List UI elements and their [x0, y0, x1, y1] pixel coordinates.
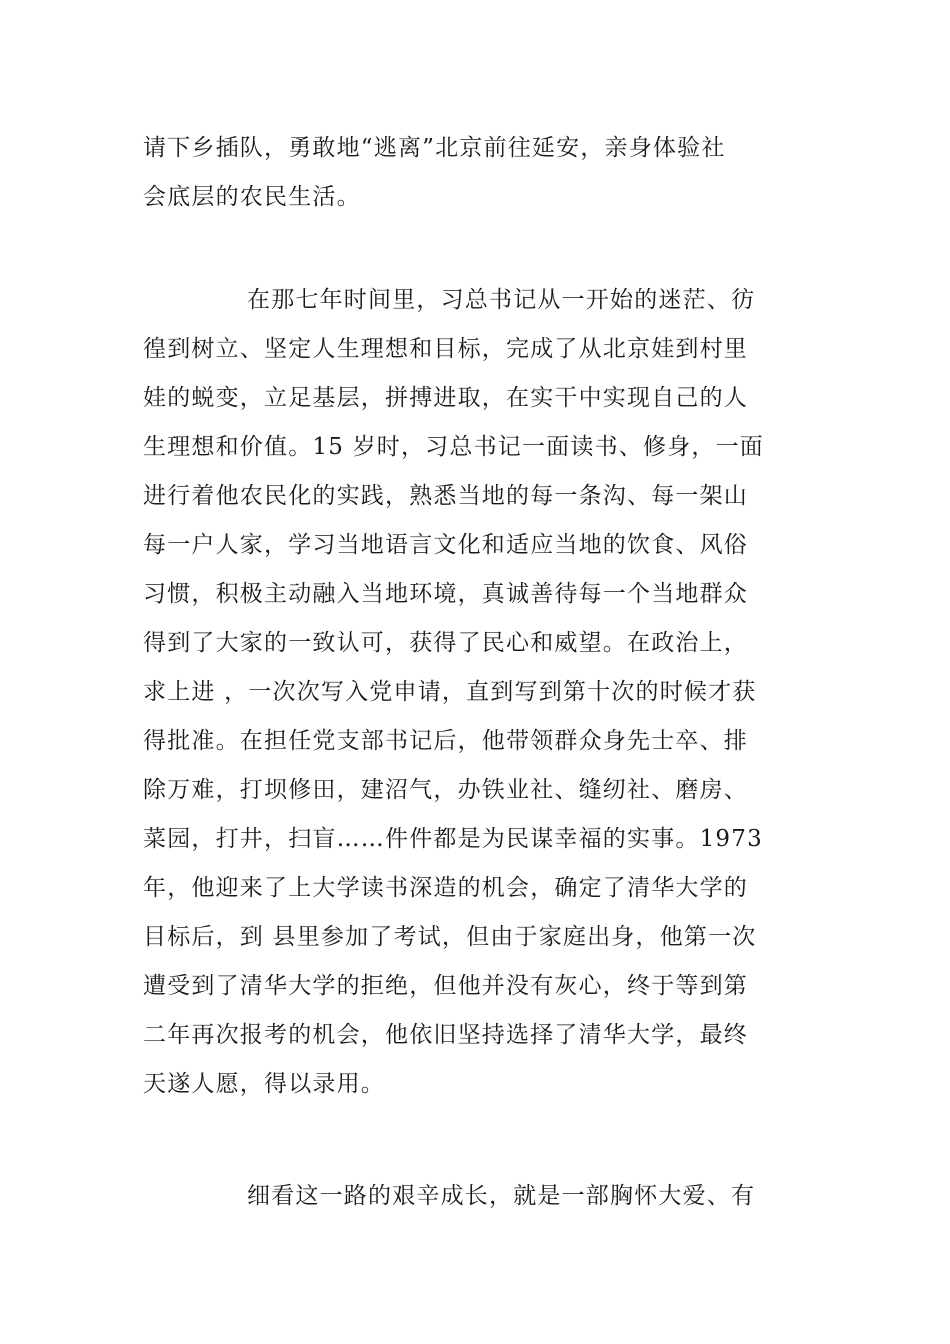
paragraph-line: 得到了大家的一致认可，获得了民心和威望。在政治上， — [143, 630, 748, 656]
paragraph-line: 娃的蜕变，立足基层，拼搏进取，在实干中实现自己的人 — [143, 385, 748, 411]
paragraph-line: 目标后，到 县里参加了考试，但由于家庭出身，他第一次 — [143, 924, 757, 950]
paragraph-line: 请下乡插队，勇敢地“逃离”北京前往延安，亲身体验社 — [143, 135, 726, 161]
paragraph-line: 习惯，积极主动融入当地环境，真诚善待每一个当地群众 — [143, 581, 748, 607]
paragraph-line: 进行着他农民化的实践，熟悉当地的每一条沟、每一架山 — [143, 483, 748, 509]
paragraph-line: 会底层的农民生活。 — [143, 184, 361, 210]
paragraph-line: 徨到树立、坚定人生理想和目标，完成了从北京娃到村里 — [143, 336, 748, 362]
paragraph-line: 求上进 ，一次次写入党申请，直到写到第十次的时候才获 — [143, 679, 757, 705]
paragraph-line: 遭受到了清华大学的拒绝，但他并没有灰心，终于等到第 — [143, 973, 748, 999]
paragraph-line: 细看这一路的艰辛成长，就是一部胸怀大爱、有 — [247, 1183, 756, 1209]
paragraph-1 — [143, 124, 808, 222]
paragraph-line: 生理想和价值。15 岁时，习总书记一面读书、修身，一面 — [143, 434, 764, 460]
paragraph-line: 年，他迎来了上大学读书深造的机会，确定了清华大学的 — [143, 875, 748, 901]
paragraph-line: 二年再次报考的机会，他依旧坚持选择了清华大学，最终 — [143, 1022, 748, 1048]
paragraph-3 — [143, 1172, 808, 1221]
paragraph-2 — [143, 276, 808, 1109]
paragraph-line: 在那七年时间里，习总书记从一开始的迷茫、彷 — [247, 287, 756, 313]
paragraph-line: 得批准。在担任党支部书记后，他带领群众身先士卒、排 — [143, 728, 748, 754]
paragraph-line: 除万难，打坝修田，建沼气，办铁业社、缝纫社、磨房、 — [143, 777, 748, 803]
paragraph-line: 每一户人家，学习当地语言文化和适应当地的饮食、风俗 — [143, 532, 748, 558]
paragraph-line: 菜园，打井，扫盲……件件都是为民谋幸福的实事。1973 — [143, 826, 763, 852]
paragraph-line: 天遂人愿，得以录用。 — [143, 1071, 385, 1097]
